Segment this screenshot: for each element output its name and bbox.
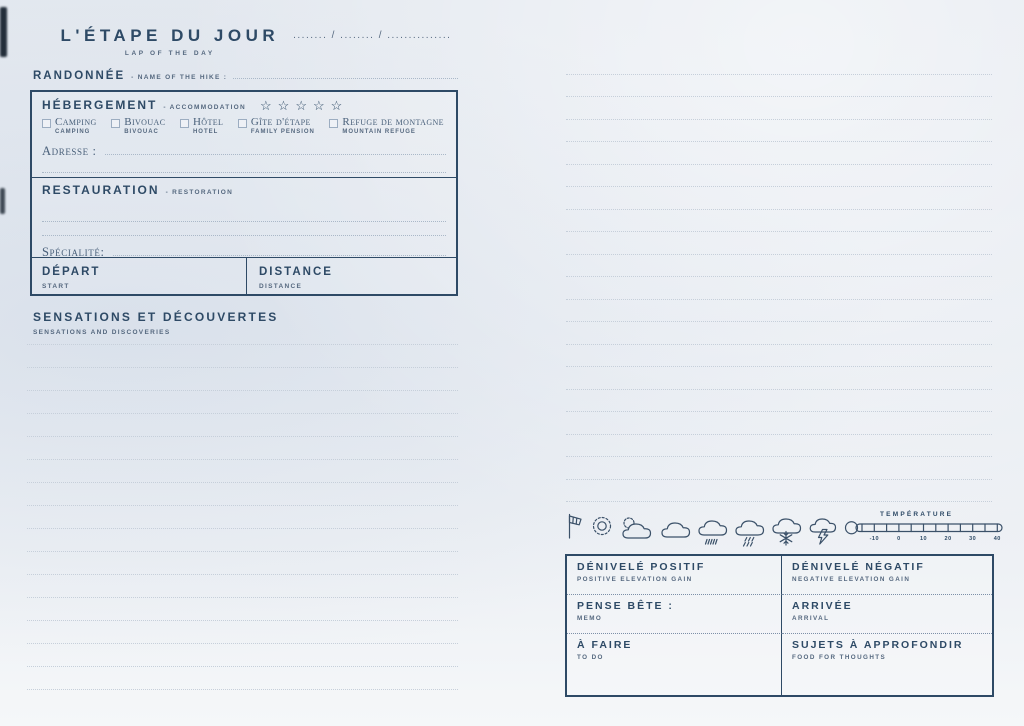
tick-label: -10 xyxy=(869,536,880,542)
todo-cell xyxy=(567,634,782,695)
cell-label-en: FOOD FOR THOUGHTS xyxy=(792,654,887,661)
hike-label-en: - NAME OF THE HIKE : xyxy=(131,74,228,81)
option-label: Hôtel xyxy=(192,116,224,128)
option-label-en: MOUNTAIN REFUGE xyxy=(342,129,416,135)
accommodation-label-en: - ACCOMMODATION xyxy=(163,104,247,111)
thermometer-icon xyxy=(842,518,1017,546)
start-cell xyxy=(32,258,247,294)
tick-label: 30 xyxy=(969,536,977,542)
page-subtitle: LAP OF THE DAY xyxy=(124,50,215,57)
cloud-lightning-icon xyxy=(807,516,837,548)
checkbox-gite xyxy=(238,119,247,128)
restauration-label-en: - RESTORATION xyxy=(165,189,234,196)
elevation-negative-cell xyxy=(782,556,992,595)
restauration-label: RESTAURATION xyxy=(42,183,160,197)
option-label: Refuge de montagne xyxy=(342,116,444,128)
option-label-en: FAMILY PENSION xyxy=(250,129,315,135)
distance-cell xyxy=(247,258,456,294)
checkbox-camping xyxy=(42,119,51,128)
topics-cell xyxy=(782,634,992,695)
hike-name-writing-line xyxy=(233,68,458,79)
accommodation-section xyxy=(32,92,456,178)
address-writing-line-2 xyxy=(42,172,446,173)
cloud-icon xyxy=(659,518,691,540)
address-label: Adresse : xyxy=(42,144,97,158)
option-camping xyxy=(42,117,97,135)
restauration-section xyxy=(32,178,456,258)
cloud-drizzle-icon xyxy=(696,518,728,548)
option-label-en: CAMPING xyxy=(55,129,91,135)
option-gite xyxy=(238,117,315,135)
specialty-writing-line xyxy=(113,244,446,256)
accommodation-box xyxy=(30,90,458,296)
tick-label: 10 xyxy=(919,536,928,542)
cell-label: DÉNIVELÉ NÉGATIF xyxy=(792,561,925,573)
arrival-cell xyxy=(782,595,992,634)
cell-label-en: NEGATIVE ELEVATION GAIN xyxy=(792,576,911,583)
tick-label: 0 xyxy=(897,536,901,542)
cloud-rain-icon xyxy=(733,518,765,548)
page-title-block xyxy=(0,26,512,57)
option-label: Gîte d'étape xyxy=(250,116,311,128)
cell-label: DÉNIVELÉ POSITIF xyxy=(577,561,706,573)
distance-label-en: DISTANCE xyxy=(259,283,303,290)
option-bivouac xyxy=(111,117,165,135)
hike-name-row xyxy=(33,68,458,82)
weather-row xyxy=(566,511,1001,551)
cell-label: SUJETS À APPROFONDIR xyxy=(792,639,964,651)
cell-label-en: POSITIVE ELEVATION GAIN xyxy=(577,576,693,583)
elevation-positive-cell xyxy=(567,556,782,595)
address-writing-line xyxy=(105,143,446,155)
option-label-en: HOTEL xyxy=(192,129,219,135)
page-title: L'ÉTAPE DU JOUR xyxy=(60,26,280,45)
sun-behind-cloud-icon xyxy=(620,515,654,545)
address-row xyxy=(42,143,446,159)
hike-label: RANDONNÉE xyxy=(33,70,126,82)
cloud-snow-icon xyxy=(770,516,802,548)
option-label-en: BIVOUAC xyxy=(124,129,159,135)
cell-label-en: MEMO xyxy=(577,615,603,622)
writing-lines-left xyxy=(27,322,458,690)
checkbox-hotel xyxy=(180,119,189,128)
cell-label-en: ARRIVAL xyxy=(792,615,830,622)
start-distance-row xyxy=(32,258,456,294)
tick-label: 40 xyxy=(993,536,1001,542)
specialty-label: Spécialité: xyxy=(42,245,105,259)
date-field: ........ / ........ / ............... xyxy=(293,30,452,41)
summary-grid xyxy=(565,554,994,697)
checkbox-bivouac xyxy=(111,119,120,128)
checkbox-refuge xyxy=(329,119,338,128)
sensations-label-en: SENSATIONS AND DISCOVERIES xyxy=(33,329,171,336)
option-label: Bivouac xyxy=(124,116,166,128)
temperature-label: TEMPÉRATURE xyxy=(880,511,954,518)
start-label: DÉPART xyxy=(42,266,101,278)
sensations-label: SENSATIONS ET DÉCOUVERTES xyxy=(33,310,279,324)
cell-label: PENSE BÊTE : xyxy=(577,600,674,612)
windsock-icon xyxy=(566,511,584,541)
restauration-writing-line xyxy=(42,221,446,222)
sun-icon xyxy=(589,514,615,540)
option-hotel xyxy=(180,117,223,135)
start-label-en: START xyxy=(42,283,70,290)
tick-label: 20 xyxy=(944,536,952,542)
star-rating: ☆☆☆☆☆ xyxy=(260,98,349,113)
writing-lines-right xyxy=(566,52,992,502)
cell-label: À FAIRE xyxy=(577,639,633,651)
accommodation-options xyxy=(42,117,446,135)
distance-label: DISTANCE xyxy=(259,266,333,278)
accommodation-label: HÉBERGEMENT xyxy=(42,98,158,112)
cell-label-en: TO DO xyxy=(577,654,604,661)
option-label: Camping xyxy=(55,116,97,128)
memo-cell xyxy=(567,595,782,634)
cell-label: ARRIVÉE xyxy=(792,600,853,612)
option-refuge xyxy=(329,117,444,135)
thermometer xyxy=(842,511,1017,546)
restauration-writing-line xyxy=(42,235,446,236)
page-right xyxy=(512,0,1024,726)
